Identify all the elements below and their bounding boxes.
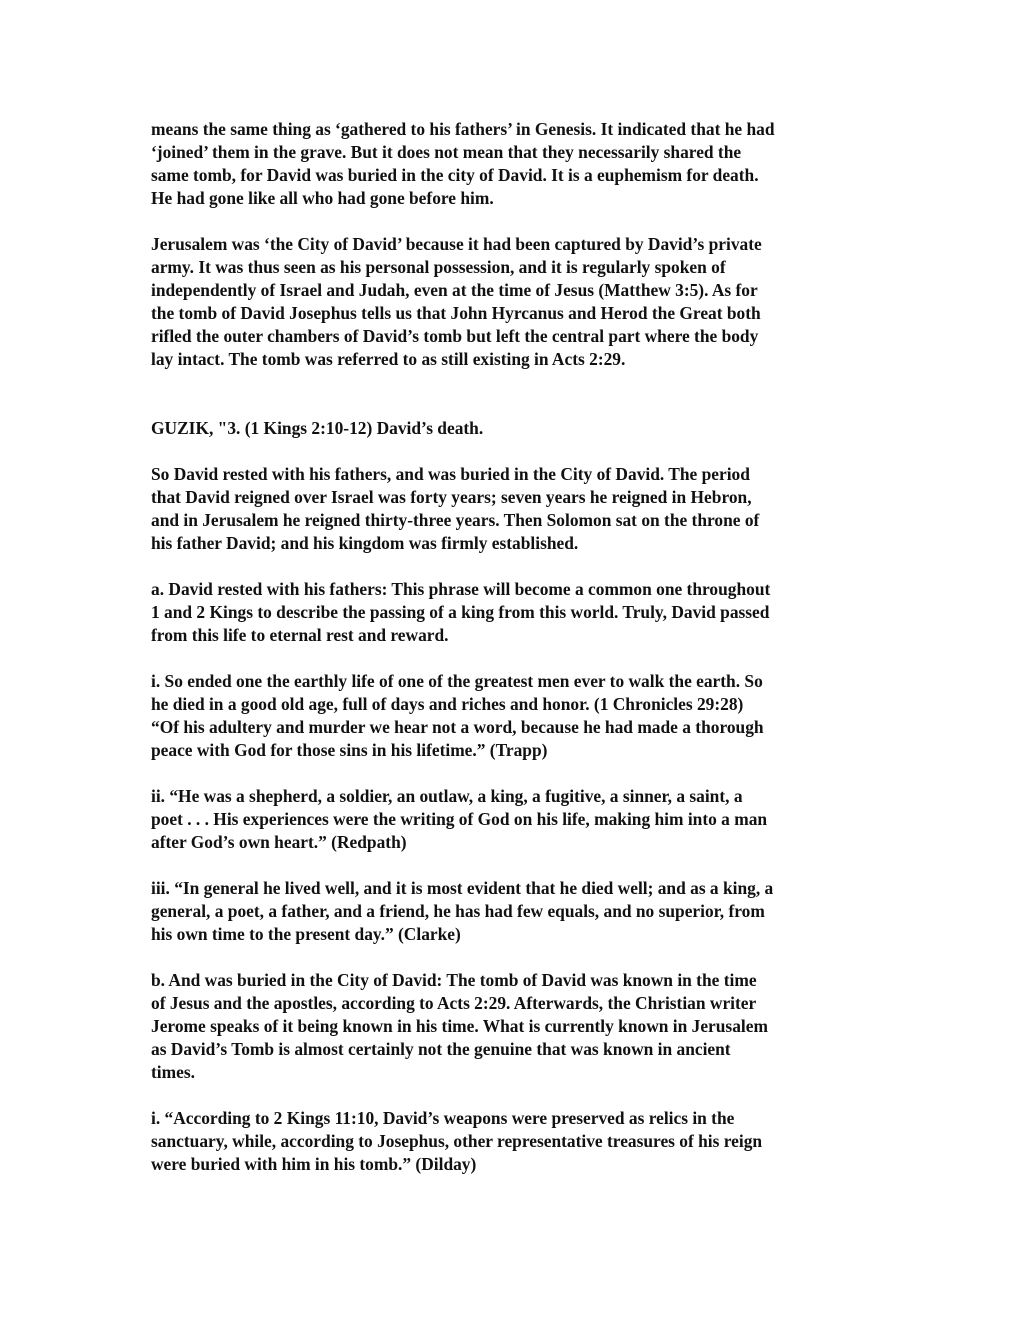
text-line: he died in a good old age, full of days and riches and honor. (1 Chronicles 29:28) xyxy=(151,694,744,714)
text-line: ‘joined’ them in the grave. But it does not mean that they necessarily shared the xyxy=(151,142,742,162)
section-heading-guzik xyxy=(151,417,881,440)
text-line: b. And was buried in the City of David: The tomb of David was known in the time xyxy=(151,970,757,990)
paragraph-point-a-ii xyxy=(151,785,881,854)
text-line: were buried with him in his tomb.” (Dilday) xyxy=(151,1154,477,1174)
text-line: times. xyxy=(151,1062,195,1082)
text-line: that David reigned over Israel was forty years; seven years he reigned in Hebron, xyxy=(151,487,752,507)
text-line: of Jesus and the apostles, according to Acts 2:29. Afterwards, the Christian writer xyxy=(151,993,757,1013)
text-line: “Of his adultery and murder we hear not a word, because he had made a thorough xyxy=(151,717,764,737)
paragraph-point-b-i xyxy=(151,1107,881,1176)
text-line: GUZIK, "3. (1 Kings 2:10-12) David’s death. xyxy=(151,418,484,438)
text-line: his father David; and his kingdom was firmly established. xyxy=(151,533,579,553)
text-line: from this life to eternal rest and reward. xyxy=(151,625,449,645)
text-line: 1 and 2 Kings to describe the passing of a king from this world. Truly, David passed xyxy=(151,602,770,622)
paragraph-gathered-to-fathers xyxy=(151,118,881,210)
paragraph-point-a-iii xyxy=(151,877,881,946)
text-line: means the same thing as ‘gathered to his fathers’ in Genesis. It indicated that he had xyxy=(151,119,775,139)
text-line: i. “According to 2 Kings 11:10, David’s weapons were preserved as relics in the xyxy=(151,1108,735,1128)
text-line: the tomb of David Josephus tells us that John Hyrcanus and Herod the Great both xyxy=(151,303,761,323)
paragraph-point-b xyxy=(151,969,881,1084)
text-line: army. It was thus seen as his personal possession, and it is regularly spoken of xyxy=(151,257,726,277)
paragraph-scripture-quote xyxy=(151,463,881,555)
text-line: after God’s own heart.” (Redpath) xyxy=(151,832,407,852)
text-line: He had gone like all who had gone before him. xyxy=(151,188,494,208)
paragraph-point-a-i xyxy=(151,670,881,762)
text-line: his own time to the present day.” (Clarke) xyxy=(151,924,461,944)
text-line: a. David rested with his fathers: This phrase will become a common one throughout xyxy=(151,579,771,599)
paragraph-city-of-david xyxy=(151,233,881,371)
text-line: So David rested with his fathers, and was buried in the City of David. The period xyxy=(151,464,750,484)
document-page xyxy=(151,118,881,1199)
text-line: Jerusalem was ‘the City of David’ because it had been captured by David’s private xyxy=(151,234,762,254)
text-line: general, a poet, a father, and a friend, he has had few equals, and no superior, from xyxy=(151,901,765,921)
text-line: independently of Israel and Judah, even at the time of Jesus (Matthew 3:5). As for xyxy=(151,280,758,300)
text-line: iii. “In general he lived well, and it is most evident that he died well; and as a king, a xyxy=(151,878,774,898)
text-line: sanctuary, while, according to Josephus, other representative treasures of his reign xyxy=(151,1131,763,1151)
text-line: lay intact. The tomb was referred to as still existing in Acts 2:29. xyxy=(151,349,626,369)
text-line: same tomb, for David was buried in the city of David. It is a euphemism for death. xyxy=(151,165,759,185)
text-line: Jerome speaks of it being known in his time. What is currently known in Jerusalem xyxy=(151,1016,768,1036)
text-line: peace with God for those sins in his lifetime.” (Trapp) xyxy=(151,740,548,760)
blank-line xyxy=(151,394,881,417)
text-line: and in Jerusalem he reigned thirty-three years. Then Solomon sat on the throne of xyxy=(151,510,760,530)
text-line: as David’s Tomb is almost certainly not the genuine that was known in ancient xyxy=(151,1039,731,1059)
paragraph-point-a xyxy=(151,578,881,647)
text-line: i. So ended one the earthly life of one of the greatest men ever to walk the earth. So xyxy=(151,671,763,691)
text-line: rifled the outer chambers of David’s tomb but left the central part where the body xyxy=(151,326,759,346)
text-line: poet . . . His experiences were the writing of God on his life, making him into a man xyxy=(151,809,768,829)
text-line: ii. “He was a shepherd, a soldier, an outlaw, a king, a fugitive, a sinner, a saint, a xyxy=(151,786,743,806)
